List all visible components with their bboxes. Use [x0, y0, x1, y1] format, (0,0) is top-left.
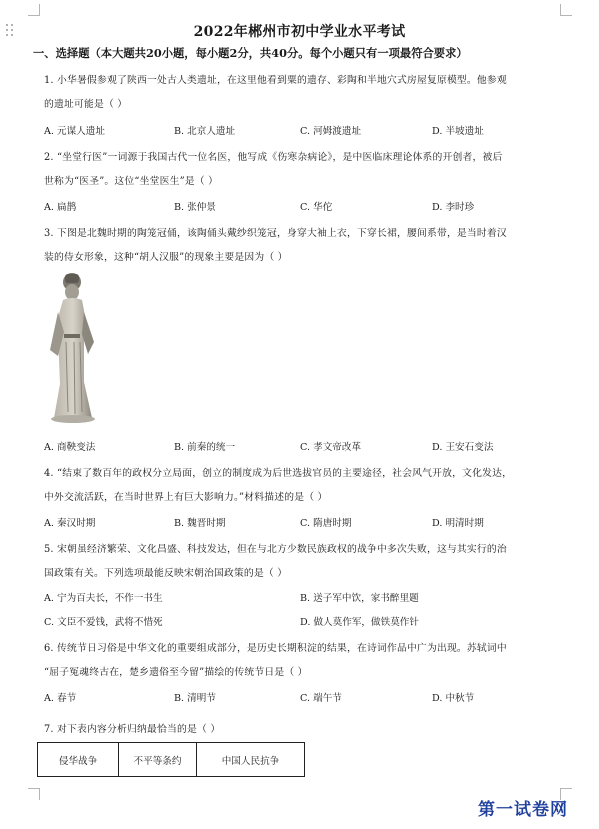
question-1-option-b[interactable]: B. 北京人遗址	[174, 126, 236, 137]
question-3-option-d[interactable]: D. 王安石变法	[432, 442, 494, 453]
question-6-text: “屈子冤魂终古在，楚乡遗俗至今留”描绘的传统节日是（ ）	[44, 667, 308, 678]
corner-mark-top-left	[28, 4, 40, 16]
page-title: 2022年郴州市初中学业水平考试	[193, 24, 406, 40]
question-3-option-a[interactable]: A. 商鞅变法	[44, 442, 96, 453]
question-6-option-b[interactable]: B. 清明节	[174, 693, 216, 704]
question-1-option-d[interactable]: D. 半坡遗址	[432, 126, 484, 137]
pottery-figurine-image	[44, 272, 106, 424]
question-1-text: 的遗址可能是（ ）	[44, 99, 128, 110]
question-4-option-a[interactable]: A. 秦汉时期	[44, 518, 96, 529]
question-7-text: 7. 对下表内容分析归纳最恰当的是（ ）	[44, 724, 221, 735]
section-heading: 一、选择题（本大题共20小题，每小题2分，共40分。每个小题只有一项最符合要求）	[33, 46, 468, 60]
question-4-text: 4. “结束了数百年的政权分立局面，创立的制度成为后世选拔官员的主要途径，社会风气开放，文化发达，	[44, 468, 513, 479]
question-4-option-b[interactable]: B. 魏晋时期	[174, 518, 226, 529]
question-3-text: 装的侍女形象，这种“胡人汉服”的现象主要是因为（ ）	[44, 252, 288, 263]
question-5-option-b[interactable]: B. 送子军中饮，家书醉里题	[300, 593, 419, 604]
question-5-option-c[interactable]: C. 文臣不爱钱，武将不惜死	[44, 617, 163, 628]
question-6-text: 6. 传统节日习俗是中华文化的重要组成部分，是历史长期积淀的结果，在诗词作品中广为出现。苏轼词中	[44, 643, 507, 654]
question-4-text: 中外交流活跃，在当时世界上有巨大影响力。”材料描述的是（ ）	[44, 492, 328, 503]
question-5-text: 国政策有关。下列选项最能反映宋朝治国政策的是（ ）	[44, 568, 288, 579]
question-1-option-c[interactable]: C. 河姆渡遗址	[300, 126, 362, 137]
question-6-option-a[interactable]: A. 春节	[44, 693, 77, 704]
question-1-text: 1. 小华暑假参观了陕西一处古人类遗址，在这里他看到粟的遗存、彩陶和半地穴式房屋复原模型。他参观	[44, 75, 507, 86]
corner-mark-top-right	[560, 4, 572, 16]
question-3-option-b[interactable]: B. 前秦的统一	[174, 442, 236, 453]
table-cell: 不平等条约	[119, 743, 197, 777]
question-2-option-b[interactable]: B. 张仲景	[174, 202, 216, 213]
question-5-option-a[interactable]: A. 宁为百夫长，不作一书生	[44, 593, 163, 604]
question-2-text: 世称为“医圣”。这位“坐堂医生”是（ ）	[44, 176, 219, 187]
table-cell: 侵华战争	[38, 743, 119, 777]
question-2-option-d[interactable]: D. 李时珍	[432, 202, 475, 213]
question-2-option-c[interactable]: C. 华佗	[300, 202, 333, 213]
question-3-text: 3. 下图是北魏时期的陶笼冠俑，该陶俑头戴纱织笼冠，身穿大袖上衣，下穿长裙，腰间系带，是当时着汉	[44, 228, 507, 239]
question-4-option-c[interactable]: C. 隋唐时期	[300, 518, 352, 529]
question-6-option-d[interactable]: D. 中秋节	[432, 693, 475, 704]
corner-mark-bottom-left	[28, 788, 40, 800]
question-2-text: 2. “坐堂行医”一词源于我国古代一位名医，他写成《伤寒杂病论》，是中医临床理论体系的开创者，被后	[44, 152, 503, 163]
question-3-option-c[interactable]: C. 孝文帝改革	[300, 442, 362, 453]
table-cell: 中国人民抗争	[197, 743, 305, 777]
question-5-option-d[interactable]: D. 做人莫作军，做铁莫作针	[300, 617, 419, 628]
question-2-option-a[interactable]: A. 扁鹊	[44, 202, 77, 213]
question-6-option-c[interactable]: C. 端午节	[300, 693, 342, 704]
question-5-text: 5. 宋朝虽经济繁荣、文化昌盛、科技发达，但在与北方少数民族政权的战争中多次失败，这与其实行的治	[44, 544, 507, 555]
site-watermark: 第一试卷网	[478, 800, 568, 820]
question-1-option-a[interactable]: A. 元谋人遗址	[44, 126, 105, 137]
question-7-table	[37, 742, 305, 777]
question-4-option-d[interactable]: D. 明清时期	[432, 518, 484, 529]
